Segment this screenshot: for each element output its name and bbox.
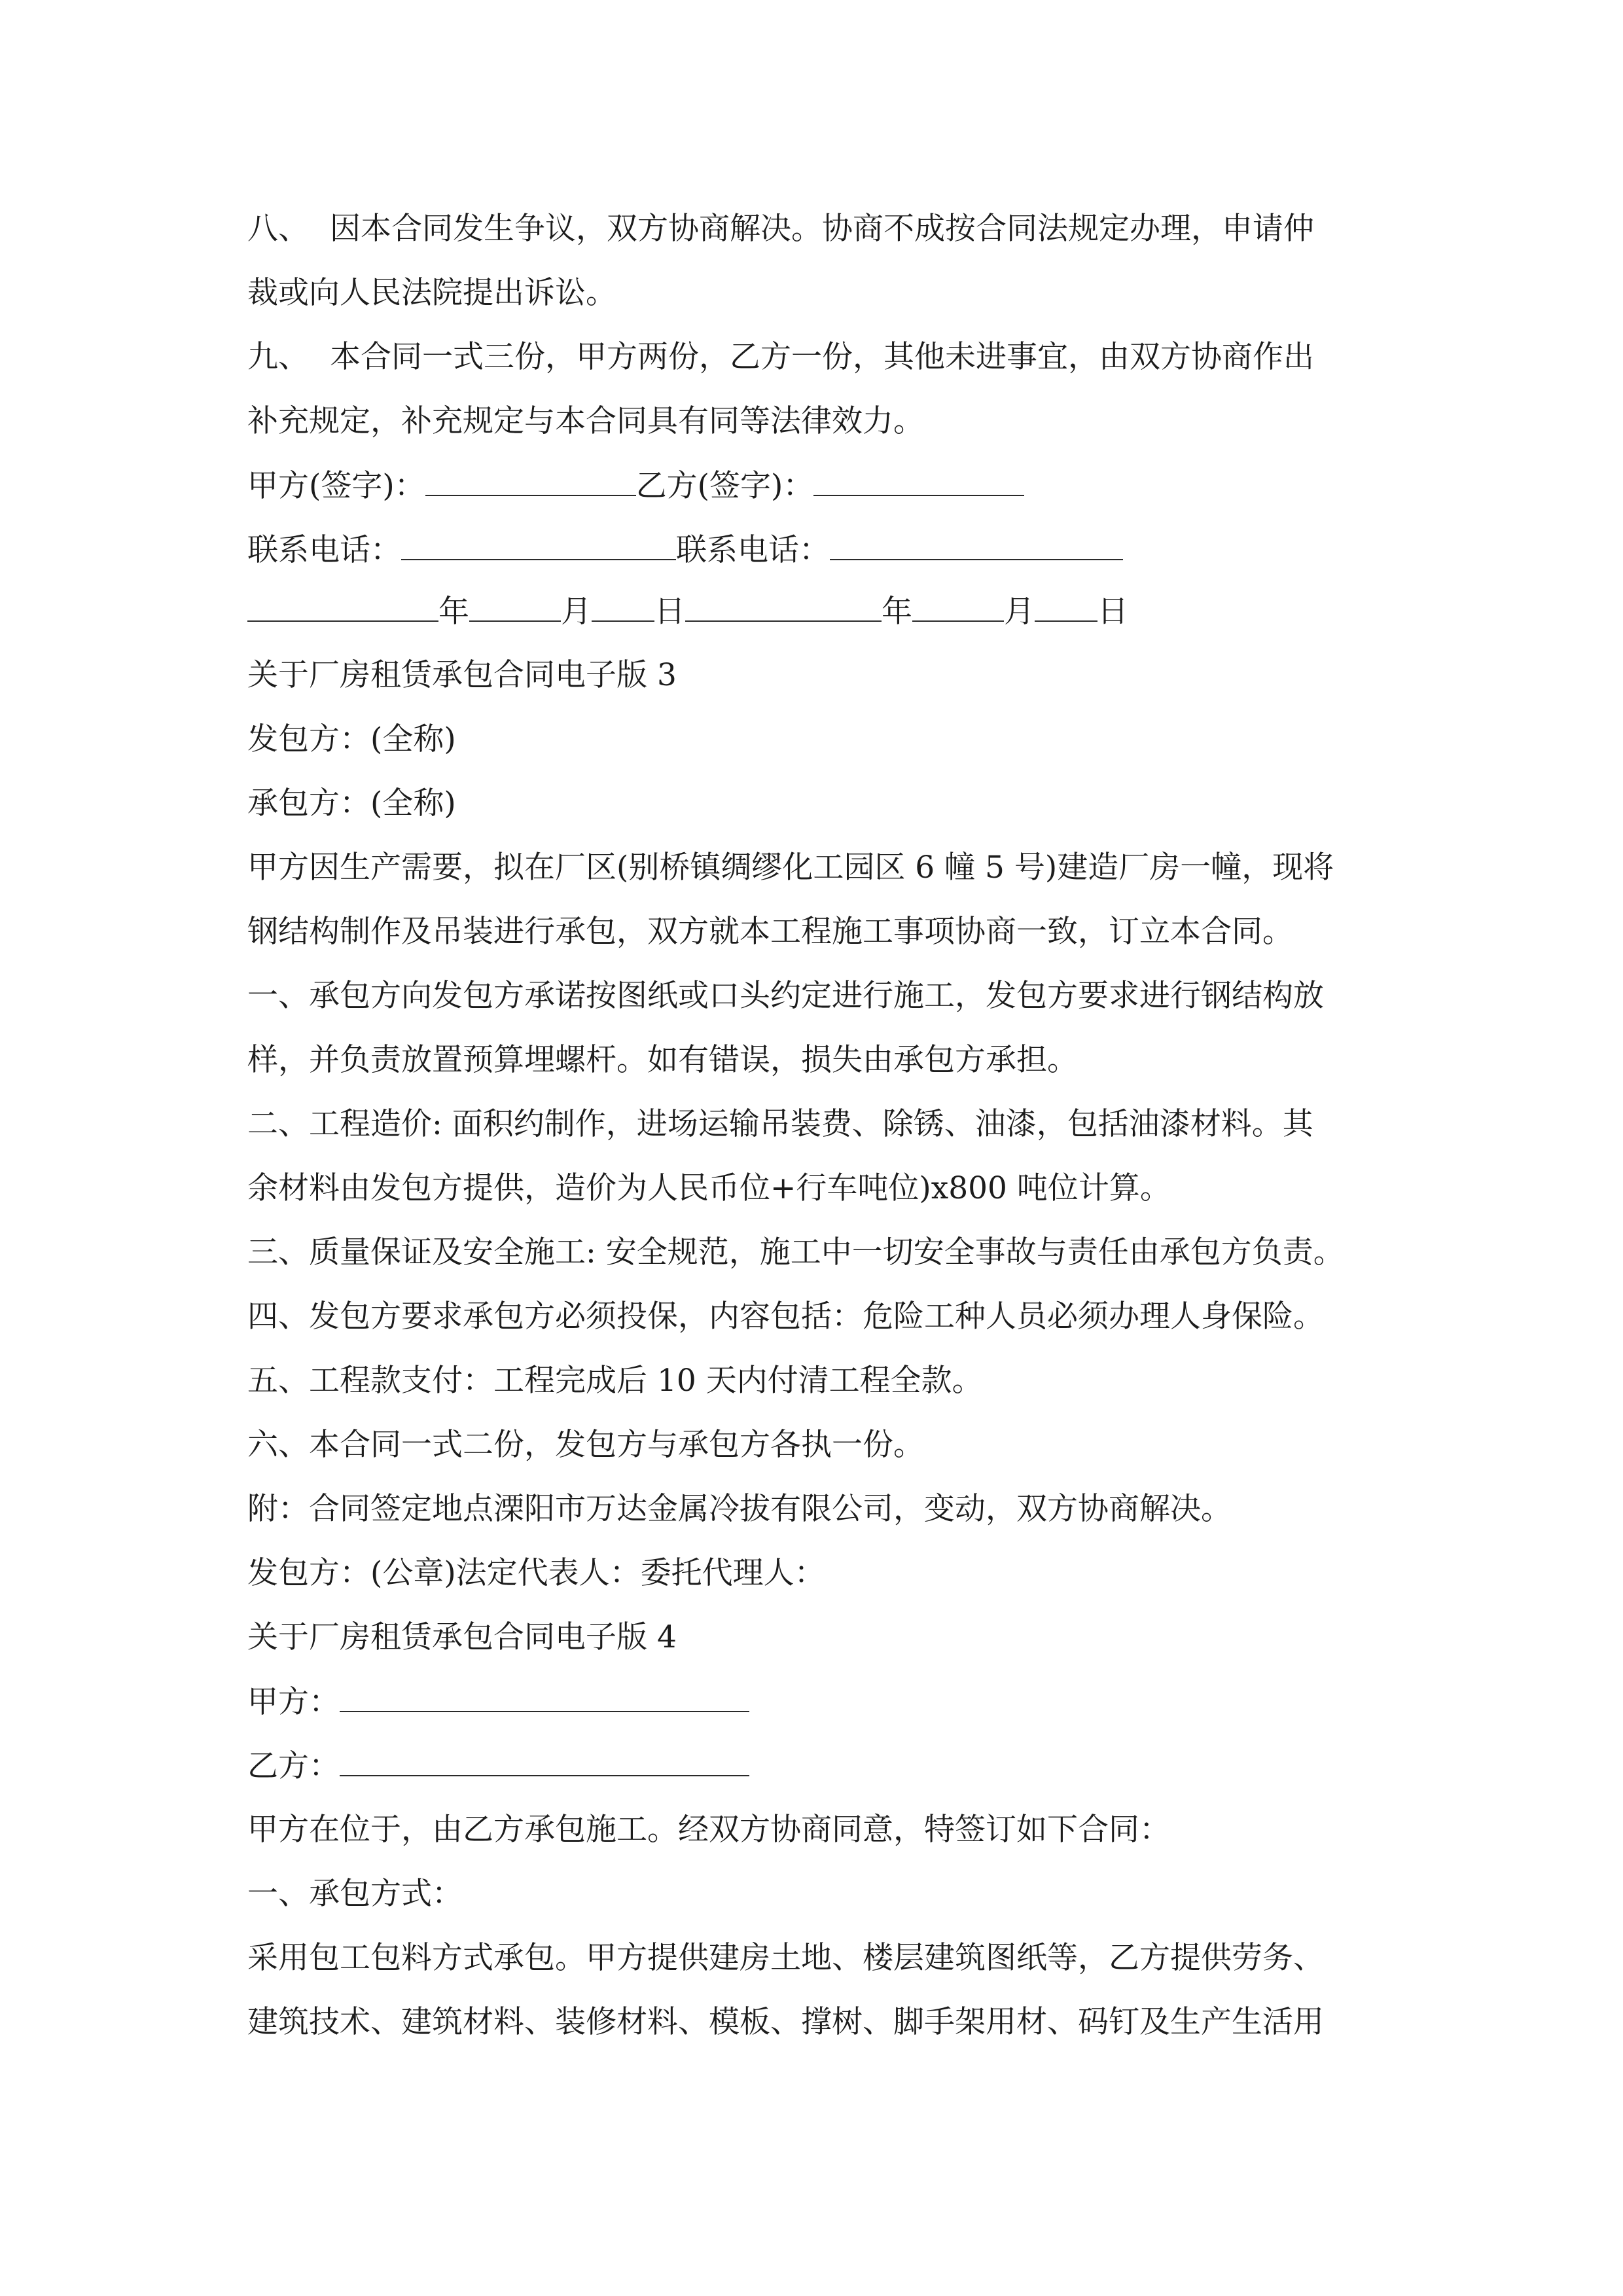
- clause-9-text-1: 本合同一式三份，甲方两份，乙方一份，其他未进事宜，由双方协商作出: [330, 339, 1314, 375]
- section-3-title: 关于厂房租赁承包合同电子版 3: [247, 657, 677, 693]
- phone-a-label: 联系电话：: [247, 532, 401, 568]
- clause-8-line-2: 裁或向人民法院提出诉讼。: [247, 275, 616, 311]
- day-b-blank[interactable]: [1035, 592, 1097, 622]
- section-3-item-1-line-1: 一、承包方向发包方承诺按图纸或口头约定进行施工，发包方要求进行钢结构放: [247, 978, 1324, 1014]
- section-4-intro: 甲方在位于，由乙方承包施工。经双方协商同意，特签订如下合同：: [247, 1812, 1170, 1848]
- section-3-intro-1: 甲方因生产需要，拟在厂区(别桥镇绸缪化工园区 6 幢 5 号)建造厂房一幢，现将: [247, 850, 1334, 886]
- date-row: [247, 592, 1128, 631]
- year-b-label: 年: [882, 594, 912, 630]
- section-3-item-2-line-1: 二、工程造价: 面积约制作，进场运输吊装费、除锈、油漆，包括油漆材料。其: [247, 1106, 1313, 1142]
- party-a-sign-blank[interactable]: [425, 466, 636, 496]
- section-3-employer: 发包方：(全称): [247, 721, 456, 757]
- section-3-item-3: 三、质量保证及安全施工: 安全规范，施工中一切安全事故与责任由承包方负责。: [247, 1234, 1344, 1270]
- party-b-sign-label: 乙方(签字)：: [635, 468, 814, 504]
- party-b-sign-blank[interactable]: [813, 466, 1024, 496]
- section-4-party-b-blank[interactable]: [340, 1746, 749, 1776]
- section-4-title: 关于厂房租赁承包合同电子版 4: [247, 1619, 677, 1655]
- section-4-heading-1: 一、承包方式：: [247, 1876, 463, 1912]
- section-3-item-1-line-2: 样，并负责放置预算埋螺杆。如有错误，损失由承包方承担。: [247, 1042, 1078, 1078]
- section-4-party-b-label: 乙方：: [247, 1748, 340, 1784]
- section-3-item-5: 五、工程款支付：工程完成后 10 天内付清工程全款。: [247, 1363, 983, 1399]
- clause-9-number: 九、: [247, 339, 309, 375]
- section-3-attachment: 附：合同签定地点溧阳市万达金属冷拔有限公司，变动，双方协商解决。: [247, 1491, 1232, 1527]
- section-3-intro-2: 钢结构制作及吊装进行承包，双方就本工程施工事项协商一致，订立本合同。: [247, 914, 1293, 950]
- section-3-item-2-line-2: 余材料由发包方提供，造价为人民币位+行车吨位)x800 吨位计算。: [247, 1170, 1171, 1206]
- month-b-label: 月: [1004, 594, 1035, 630]
- month-a-label: 月: [561, 594, 592, 630]
- section-4-party-a-row: [247, 1682, 749, 1721]
- year-a-label: 年: [438, 594, 469, 630]
- phone-row: [247, 530, 1123, 569]
- day-a-label: 日: [654, 594, 685, 630]
- section-4-para-1-line-1: 采用包工包料方式承包。甲方提供建房土地、楼层建筑图纸等，乙方提供劳务、: [247, 1940, 1324, 1976]
- section-3-signatures: 发包方：(公章)法定代表人：委托代理人：: [247, 1555, 825, 1591]
- clause-8-line-1: [247, 209, 1314, 249]
- signature-row: [247, 466, 1024, 505]
- section-3-item-6: 六、本合同一式二份，发包方与承包方各执一份。: [247, 1427, 924, 1463]
- section-3-item-4: 四、发包方要求承包方必须投保，内容包括：危险工种人员必须办理人身保险。: [247, 1299, 1324, 1335]
- month-a-blank[interactable]: [469, 592, 561, 622]
- party-a-sign-label: 甲方(签字)：: [247, 468, 425, 504]
- year-a-blank[interactable]: [247, 592, 438, 622]
- clause-8-number: 八、: [247, 211, 309, 247]
- day-a-blank[interactable]: [592, 592, 654, 622]
- clause-9-line-2: 补充规定，补充规定与本合同具有同等法律效力。: [247, 403, 924, 439]
- section-3-contractor: 承包方：(全称): [247, 785, 456, 821]
- phone-b-blank[interactable]: [830, 530, 1123, 560]
- month-b-blank[interactable]: [912, 592, 1004, 622]
- section-4-para-1-line-2: 建筑技术、建筑材料、装修材料、模板、撑树、脚手架用材、码钉及生产生活用: [247, 2004, 1324, 2040]
- section-4-party-a-label: 甲方：: [247, 1684, 340, 1720]
- phone-b-label: 联系电话：: [676, 532, 830, 568]
- section-4-party-b-row: [247, 1746, 749, 1785]
- section-4-party-a-blank[interactable]: [340, 1682, 749, 1712]
- day-b-label: 日: [1097, 594, 1128, 630]
- phone-a-blank[interactable]: [401, 530, 676, 560]
- clause-8-text-1: 因本合同发生争议，双方协商解决。协商不成按合同法规定办理，申请仲: [330, 211, 1314, 247]
- year-b-blank[interactable]: [685, 592, 882, 622]
- clause-9-line-1: [247, 338, 1314, 377]
